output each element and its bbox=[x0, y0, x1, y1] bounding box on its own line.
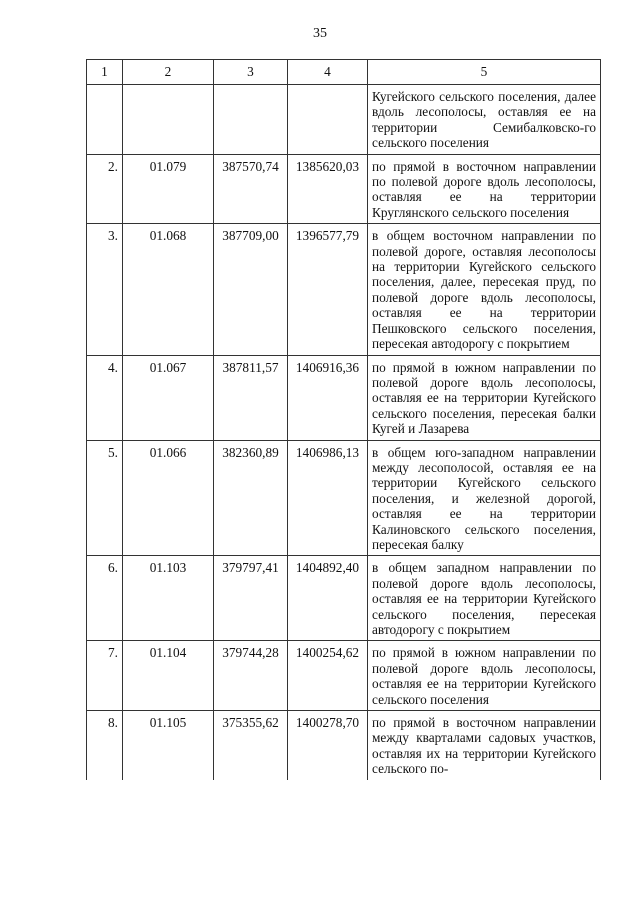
header-cell: 2 bbox=[123, 60, 214, 85]
table-row bbox=[87, 154, 601, 224]
description-cell: по прямой в южном направлении по полевой дороге вдоль лесополосы, оставляя ее на территории Кугейского сельского поселения, пересекая балки Кугей и Лазарева bbox=[368, 355, 601, 440]
description-cell: по прямой в южном направлении по полевой дороге вдоль лесополосы, оставляя ее на территории Кугейского сельского поселения bbox=[368, 641, 601, 711]
table-header-row bbox=[87, 60, 601, 85]
y-coordinate-cell: 1406986,13 bbox=[288, 440, 368, 556]
point-code-cell: 01.068 bbox=[123, 224, 214, 355]
point-code-cell: 01.079 bbox=[123, 154, 214, 224]
x-coordinate-cell: 375355,62 bbox=[214, 711, 288, 780]
header-cell: 1 bbox=[87, 60, 123, 85]
y-coordinate-cell: 1385620,03 bbox=[288, 154, 368, 224]
point-code-cell bbox=[123, 85, 214, 155]
header-cell: 3 bbox=[214, 60, 288, 85]
x-coordinate-cell: 387709,00 bbox=[214, 224, 288, 355]
description-cell: по прямой в восточном направлении по полевой дороге вдоль лесополосы, оставляя ее на территории Круглянского сельского поселения bbox=[368, 154, 601, 224]
x-coordinate-cell: 387811,57 bbox=[214, 355, 288, 440]
table-row bbox=[87, 355, 601, 440]
row-number-cell bbox=[87, 85, 123, 155]
row-number-cell: 3. bbox=[87, 224, 123, 355]
description-cell: в общем восточном направлении по полевой дороге, оставляя лесополосы на территории Кугейского сельского поселения, далее, пересекая пруд, по полевой дороге вдоль лесополосы, оставляя ее на территории Пешковского сельского поселения, пересекая автодорогу с покрытием bbox=[368, 224, 601, 355]
description-cell: в общем западном направлении по полевой дороге вдоль лесополосы, оставляя ее на территории Кугейского сельского поселения, пересекая автодорогу с покрытием bbox=[368, 556, 601, 641]
x-coordinate-cell bbox=[214, 85, 288, 155]
x-coordinate-cell: 382360,89 bbox=[214, 440, 288, 556]
y-coordinate-cell bbox=[288, 85, 368, 155]
table-row bbox=[87, 641, 601, 711]
x-coordinate-cell: 387570,74 bbox=[214, 154, 288, 224]
y-coordinate-cell: 1406916,36 bbox=[288, 355, 368, 440]
point-code-cell: 01.067 bbox=[123, 355, 214, 440]
header-cell: 4 bbox=[288, 60, 368, 85]
row-number-cell: 5. bbox=[87, 440, 123, 556]
y-coordinate-cell: 1400278,70 bbox=[288, 711, 368, 780]
point-code-cell: 01.103 bbox=[123, 556, 214, 641]
y-coordinate-cell: 1396577,79 bbox=[288, 224, 368, 355]
row-number-cell: 7. bbox=[87, 641, 123, 711]
table-row bbox=[87, 556, 601, 641]
point-code-cell: 01.066 bbox=[123, 440, 214, 556]
point-code-cell: 01.104 bbox=[123, 641, 214, 711]
page-number: 35 bbox=[313, 26, 327, 41]
description-cell: Кугейского сельского поселения, далее вдоль лесополосы, оставляя ее на территории Семибалковско-го сельского поселения bbox=[368, 85, 601, 155]
header-cell: 5 bbox=[368, 60, 601, 85]
description-cell: в общем юго-западном направлении между лесополосой, оставляя ее на территории Кугейского сельского поселения, и железной дорогой, оставляя ее на территории Калиновского сельского поселения, пересекая балку bbox=[368, 440, 601, 556]
row-number-cell: 4. bbox=[87, 355, 123, 440]
y-coordinate-cell: 1400254,62 bbox=[288, 641, 368, 711]
table-row bbox=[87, 440, 601, 556]
y-coordinate-cell: 1404892,40 bbox=[288, 556, 368, 641]
table-row bbox=[87, 711, 601, 780]
row-number-cell: 6. bbox=[87, 556, 123, 641]
description-cell: по прямой в восточном направлении между кварталами садовых участков, оставляя их на территории Кугейского сельского по- bbox=[368, 711, 601, 780]
x-coordinate-cell: 379744,28 bbox=[214, 641, 288, 711]
boundary-table bbox=[86, 59, 601, 780]
table-row bbox=[87, 85, 601, 155]
row-number-cell: 8. bbox=[87, 711, 123, 780]
row-number-cell: 2. bbox=[87, 154, 123, 224]
table-row bbox=[87, 224, 601, 355]
x-coordinate-cell: 379797,41 bbox=[214, 556, 288, 641]
point-code-cell: 01.105 bbox=[123, 711, 214, 780]
